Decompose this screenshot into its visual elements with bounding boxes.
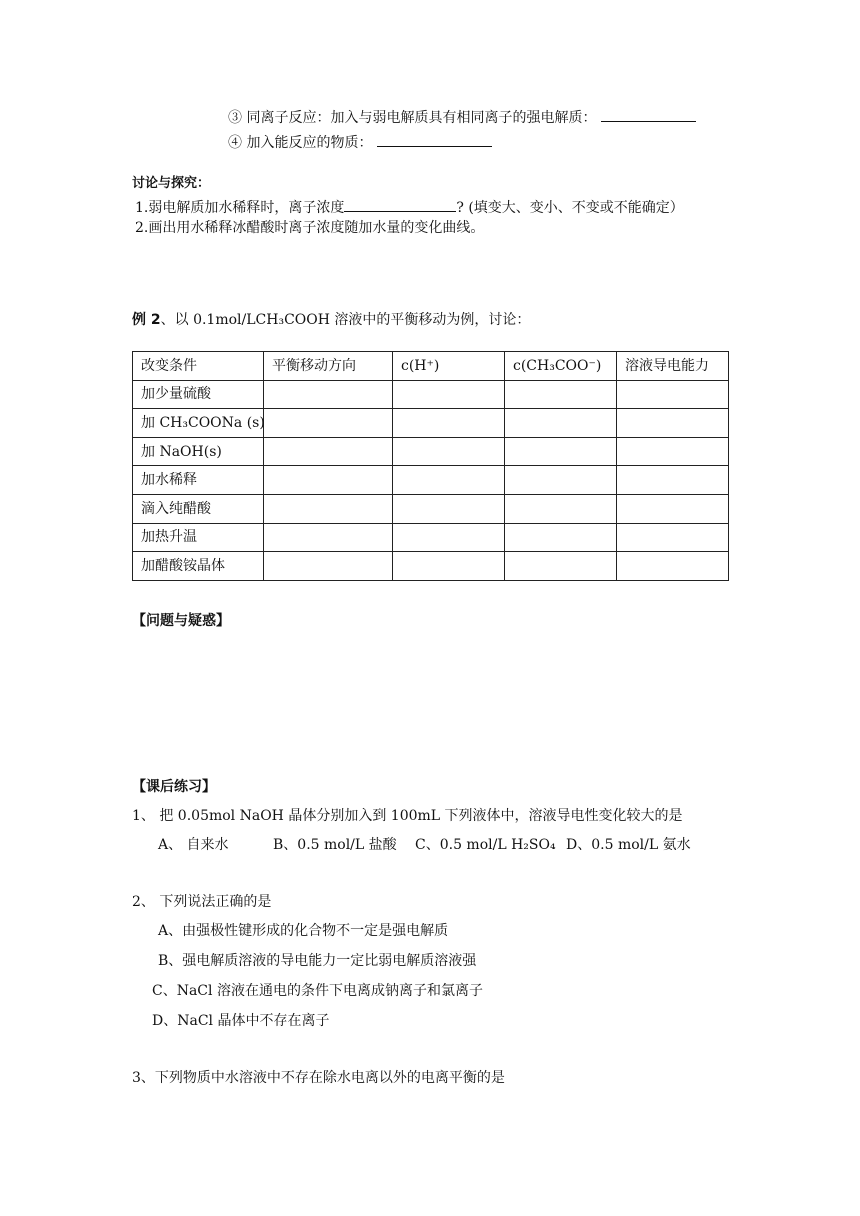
row-condition: 加少量硫酸 (133, 380, 264, 409)
exercise-1-option-c: C、0.5 mol/L H₂SO₄ (415, 837, 556, 853)
exercise-2-option-b: B、强电解质溶液的导电能力一定比弱电解质溶液强 (158, 953, 477, 969)
exercise-1-stem: 1、 把 0.05mol NaOH 晶体分别加入到 100mL 下列液体中，溶液导电性变化较大的是 (132, 808, 683, 824)
cell-direction[interactable] (264, 552, 393, 581)
cell-c-h[interactable] (393, 380, 505, 409)
questions-heading: 【问题与疑惑】 (132, 613, 230, 629)
discussion-title: 讨论与探究： (132, 176, 211, 191)
item-3 (228, 107, 696, 127)
cell-direction[interactable] (264, 380, 393, 409)
item-4 (228, 132, 492, 152)
cell-conductivity[interactable] (617, 409, 729, 438)
cell-c-acetate[interactable] (505, 552, 617, 581)
table-row (133, 380, 729, 409)
example-2-label: 例 2 (132, 312, 161, 328)
cell-c-acetate[interactable] (505, 466, 617, 495)
cell-direction[interactable] (264, 437, 393, 466)
table-row (133, 494, 729, 523)
table-row (133, 409, 729, 438)
item-4-marker: ④ (228, 135, 242, 151)
cell-c-acetate[interactable] (505, 494, 617, 523)
cell-conductivity[interactable] (617, 494, 729, 523)
header-direction: 平衡移动方向 (264, 352, 393, 381)
exercise-2-option-a: A、由强极性键形成的化合物不一定是强电解质 (158, 923, 449, 939)
table-header-row (133, 352, 729, 381)
header-c-acetate: c(CH₃COO⁻) (505, 352, 617, 381)
discussion-q2: 2.画出用水稀释冰醋酸时离子浓度随加水量的变化曲线。 (135, 220, 485, 236)
row-condition: 加热升温 (133, 523, 264, 552)
cell-direction[interactable] (264, 523, 393, 552)
item-4-blank[interactable] (377, 132, 492, 147)
cell-c-h[interactable] (393, 437, 505, 466)
example-2-text: 、以 0.1mol/LCH₃COOH 溶液中的平衡移动为例，讨论： (160, 312, 531, 328)
header-condition: 改变条件 (133, 352, 264, 381)
table-row (133, 523, 729, 552)
cell-direction[interactable] (264, 409, 393, 438)
exercise-2-option-c: C、NaCl 溶液在通电的条件下电离成钠离子和氯离子 (152, 983, 483, 999)
example-2 (132, 311, 530, 329)
exercise-1-option-b: B、0.5 mol/L 盐酸 (273, 837, 397, 853)
cell-c-h[interactable] (393, 552, 505, 581)
row-condition: 加 CH₃COONa (s) (133, 409, 264, 438)
cell-conductivity[interactable] (617, 380, 729, 409)
item-3-blank[interactable] (601, 107, 696, 122)
cell-direction[interactable] (264, 494, 393, 523)
cell-c-h[interactable] (393, 523, 505, 552)
exercise-3-stem: 3、下列物质中水溶液中不存在除水电离以外的电离平衡的是 (132, 1070, 505, 1086)
exercise-2-option-d: D、NaCl 晶体中不存在离子 (152, 1013, 330, 1029)
cell-c-acetate[interactable] (505, 523, 617, 552)
discussion-q1 (135, 197, 684, 217)
cell-c-h[interactable] (393, 466, 505, 495)
condition-table (132, 351, 729, 581)
cell-conductivity[interactable] (617, 552, 729, 581)
table-row (133, 437, 729, 466)
cell-c-h[interactable] (393, 409, 505, 438)
cell-conductivity[interactable] (617, 437, 729, 466)
cell-conductivity[interactable] (617, 523, 729, 552)
item-3-marker: ③ (228, 110, 242, 126)
row-condition: 加 NaOH(s) (133, 437, 264, 466)
cell-c-acetate[interactable] (505, 380, 617, 409)
cell-c-acetate[interactable] (505, 437, 617, 466)
row-condition: 加水稀释 (133, 466, 264, 495)
row-condition: 滴入纯醋酸 (133, 494, 264, 523)
discussion-q1-blank[interactable] (344, 197, 456, 212)
row-condition: 加醋酸铵晶体 (133, 552, 264, 581)
header-conductivity: 溶液导电能力 (617, 352, 729, 381)
table-row (133, 552, 729, 581)
cell-c-acetate[interactable] (505, 409, 617, 438)
item-3-text: 同离子反应：加入与弱电解质具有相同离子的强电解质： (246, 110, 597, 126)
exercise-1-option-d: D、0.5 mol/L 氨水 (566, 837, 691, 853)
table-row (133, 466, 729, 495)
exercise-2-stem: 2、 下列说法正确的是 (132, 894, 272, 910)
exercise-1-option-a: A、 自来水 (158, 837, 229, 853)
item-4-text: 加入能反应的物质： (246, 135, 373, 151)
discussion-q1-prefix: 1.弱电解质加水稀释时，离子浓度 (135, 200, 345, 216)
header-c-h: c(H⁺) (393, 352, 505, 381)
discussion-q1-suffix: ? (填变大、变小、不变或不能确定） (456, 200, 684, 216)
exercises-heading: 【课后练习】 (132, 779, 216, 795)
cell-conductivity[interactable] (617, 466, 729, 495)
cell-c-h[interactable] (393, 494, 505, 523)
cell-direction[interactable] (264, 466, 393, 495)
